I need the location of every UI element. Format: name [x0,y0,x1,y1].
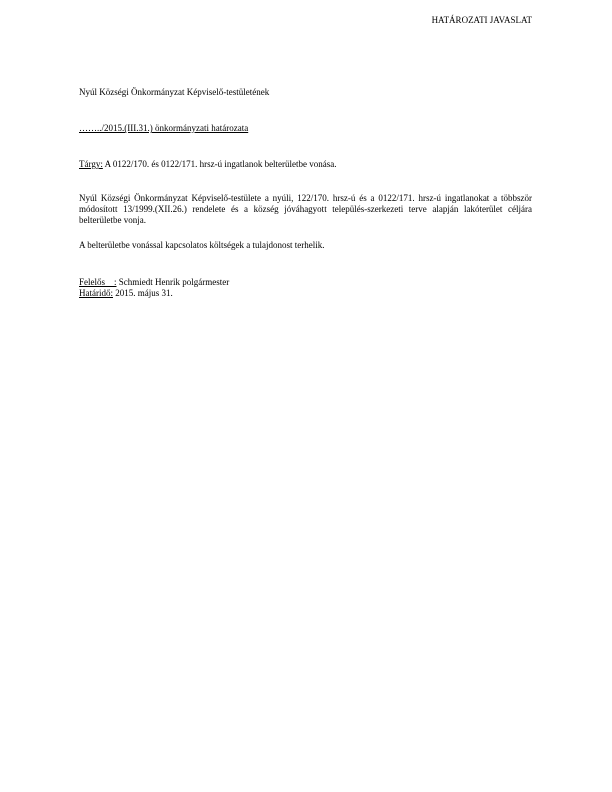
addressee-line: Nyúl Községi Önkormányzat Képviselő-testületének [79,87,270,97]
deadline-line [79,288,173,299]
responsible-text: Schmiedt Henrik polgármester [116,277,230,287]
responsible-line [79,277,229,288]
resolution-number: ……../2015.(III.31.) önkormányzati határozata [79,123,249,133]
header-label: HATÁROZATI JAVASLAT [431,15,532,25]
subject-text: A 0122/170. és 0122/171. hrsz-ú ingatlanok belterületbe vonása. [102,159,337,169]
deadline-text: 2015. május 31. [113,288,173,298]
subject-label: Tárgy: [79,159,103,169]
cost-paragraph: A belterületbe vonással kapcsolatos költségek a tulajdonost terhelik. [79,240,325,250]
deadline-label: Határidő: [79,288,113,298]
subject-line [79,159,337,170]
responsible-label: Felelős : [79,277,117,287]
body-paragraph: Nyúl Községi Önkormányzat Képviselő-testülete a nyúli, 122/170. hrsz-ú és a 0122/171. hrsz-ú ingatlanokat a többször módosított 13/1999.(XII.26.) rendelete és a község jóváhagyott település-szerkezeti terve alapján lakóterület céljára belterületbe vonja. [79,193,532,225]
